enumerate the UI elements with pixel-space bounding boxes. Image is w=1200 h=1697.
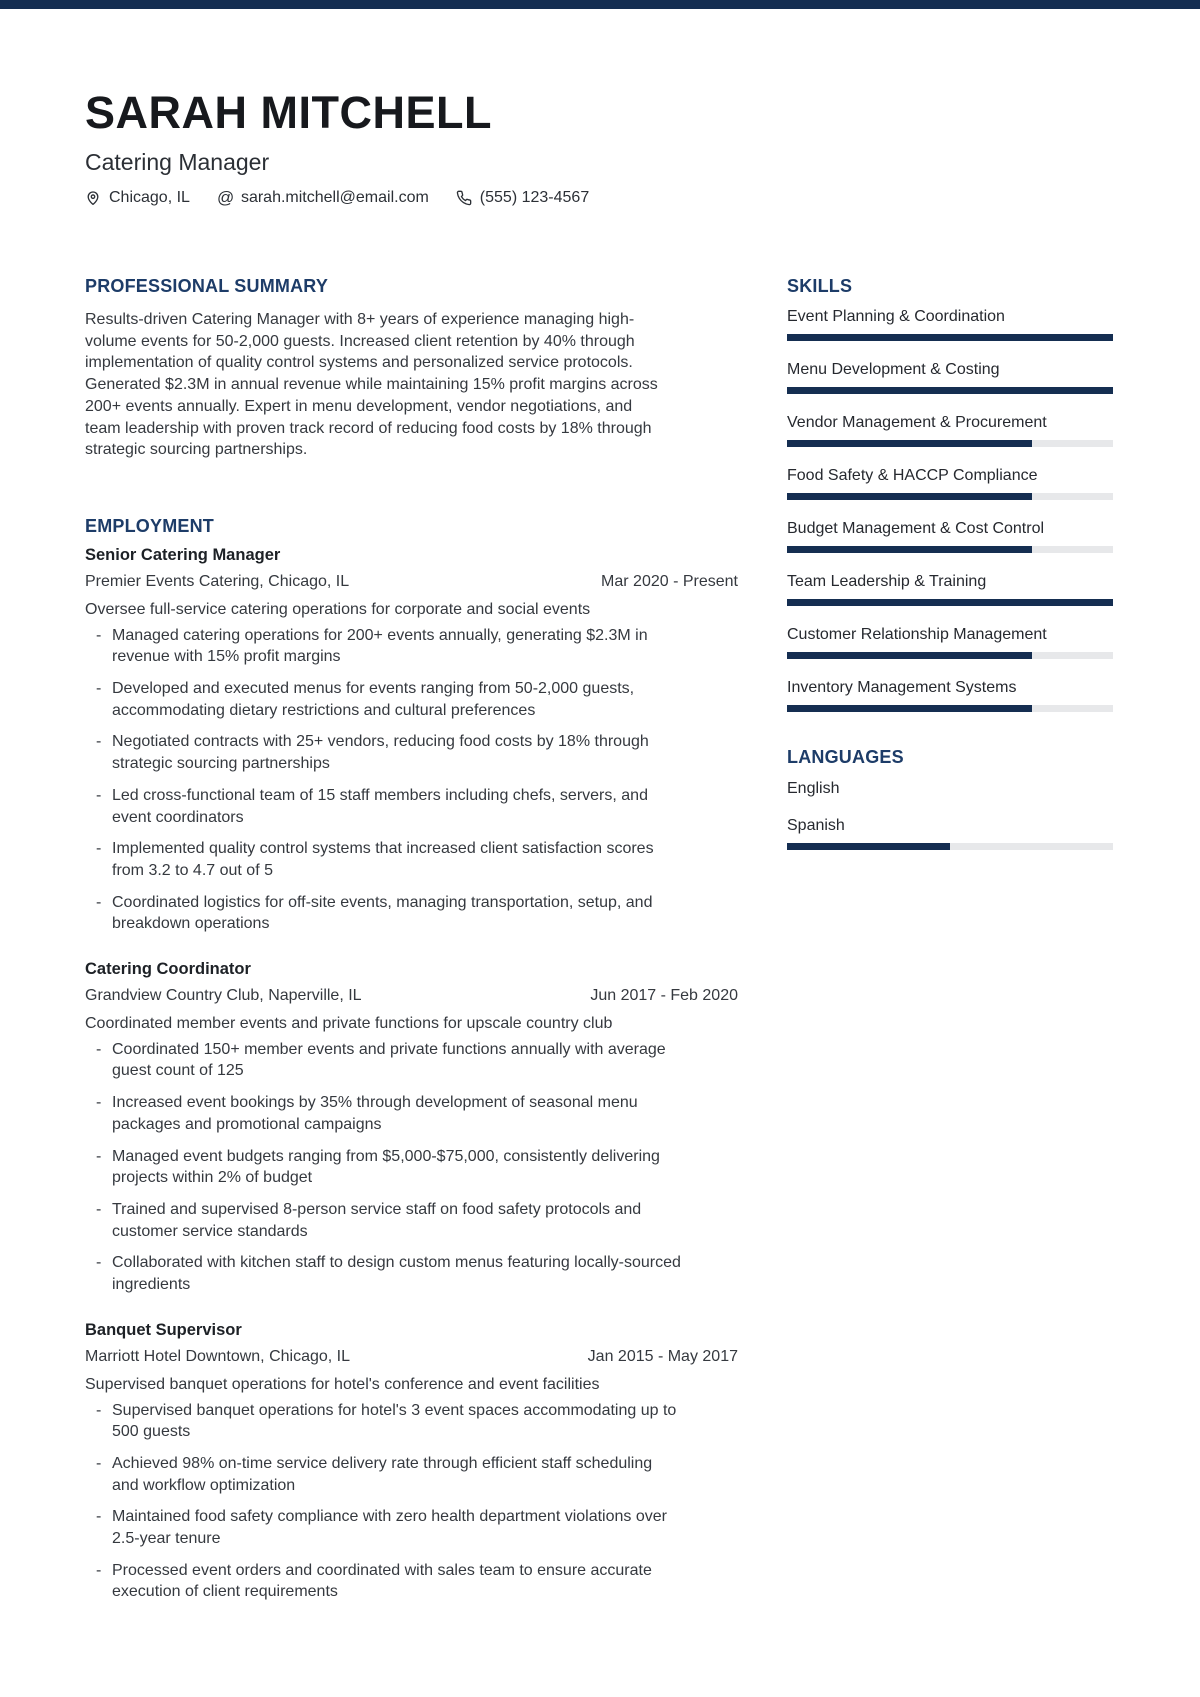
top-accent-bar — [0, 0, 1200, 9]
language-label: Spanish — [787, 817, 845, 834]
bullet-dash-icon — [96, 1453, 112, 1496]
job-description: Oversee full-service catering operations for corporate and social events — [85, 600, 591, 618]
job-entry — [85, 959, 738, 1296]
job-description: Supervised banquet operations for hotel's conference and event facilities — [85, 1375, 600, 1393]
bullet-dash-icon — [96, 1252, 112, 1295]
bullet-text: Collaborated with kitchen staff to design custom menus featuring locally-sourced ingredients — [112, 1254, 681, 1294]
skill-bar-track — [787, 387, 1113, 394]
skill-label: Event Planning & Coordination — [787, 308, 1005, 325]
skill-item — [787, 413, 1113, 447]
languages-section — [787, 746, 1113, 850]
bullet-dash-icon — [96, 838, 112, 881]
bullet-dash-icon — [96, 892, 112, 935]
summary-heading: PROFESSIONAL SUMMARY — [85, 276, 329, 296]
skills-section — [787, 275, 1113, 712]
skill-label: Food Safety & HACCP Compliance — [787, 467, 1038, 484]
contact-location-text: Chicago, IL — [109, 189, 190, 206]
bullet-dash-icon — [96, 785, 112, 828]
skill-bar-track — [787, 546, 1113, 553]
skill-bar-fill — [787, 705, 1032, 712]
skill-label: Team Leadership & Training — [787, 573, 987, 590]
skill-bar-track — [787, 493, 1113, 500]
job-company: Marriott Hotel Downtown, Chicago, IL — [85, 1347, 350, 1365]
job-bullet — [85, 785, 738, 828]
contact-row — [85, 188, 1113, 208]
job-entry — [85, 545, 738, 935]
languages-heading: LANGUAGES — [787, 747, 904, 767]
bullet-text: Developed and executed menus for events ranging from 50-2,000 guests, accommodating dietary restrictions and cultural preferences — [112, 680, 635, 719]
bullet-text: Trained and supervised 8-person service staff on food safety protocols and customer service standards — [112, 1200, 642, 1240]
job-bullet — [85, 625, 738, 668]
at-sign-icon: @ — [216, 188, 235, 207]
skill-bar-fill — [787, 440, 1032, 447]
bullet-text: Coordinated 150+ member events and private functions annually with average guest count of 125 — [112, 1040, 666, 1080]
job-dates: Mar 2020 - Present — [601, 572, 738, 590]
job-description: Coordinated member events and private functions for upscale country club — [85, 1015, 613, 1033]
skill-bar-track — [787, 652, 1113, 659]
job-company: Premier Events Catering, Chicago, IL — [85, 572, 350, 590]
bullet-text: Led cross-functional team of 15 staff members including chefs, servers, and event coordinators — [112, 786, 648, 826]
skill-item — [787, 678, 1113, 712]
skill-bar-track — [787, 440, 1113, 447]
bullet-dash-icon — [96, 1039, 112, 1082]
skill-bar-track — [787, 599, 1113, 606]
name-heading: SARAH MITCHELL — [85, 87, 492, 138]
job-bullet — [85, 1453, 738, 1496]
job-dates: Jun 2017 - Feb 2020 — [590, 987, 738, 1005]
job-entry — [85, 1320, 738, 1603]
skills-heading: SKILLS — [787, 276, 853, 296]
skill-bar-fill — [787, 546, 1032, 553]
skill-label: Customer Relationship Management — [787, 626, 1047, 643]
bullet-text: Implemented quality control systems that increased client satisfaction scores from 3.2 to 4.7 out of 5 — [112, 840, 654, 879]
job-bullet — [85, 838, 738, 881]
job-bullet — [85, 1400, 738, 1443]
contact-location — [85, 188, 190, 208]
resume-header — [85, 88, 1113, 208]
language-item — [787, 779, 1113, 798]
skill-label: Vendor Management & Procurement — [787, 414, 1047, 431]
skill-item — [787, 625, 1113, 659]
job-title: Senior Catering Manager — [85, 545, 281, 564]
bullet-dash-icon — [96, 1199, 112, 1242]
language-label: English — [787, 780, 840, 797]
bullet-dash-icon — [96, 731, 112, 774]
skill-bar-track — [787, 705, 1113, 712]
bullet-dash-icon — [96, 1560, 112, 1603]
language-item — [787, 816, 1113, 850]
bullet-text: Negotiated contracts with 25+ vendors, reducing food costs by 18% through strategic sourcing partnerships — [112, 733, 649, 773]
bullet-text: Increased event bookings by 35% through development of seasonal menu packages and promotional campaigns — [112, 1094, 638, 1133]
bullet-text: Processed event orders and coordinated with sales team to ensure accurate execution of client requirements — [112, 1561, 652, 1601]
bullet-dash-icon — [96, 1146, 112, 1189]
bullet-text: Managed event budgets ranging from $5,000-$75,000, consistently delivering projects within 2% of budget — [112, 1147, 660, 1187]
skill-bar-fill — [787, 493, 1032, 500]
bullet-text: Maintained food safety compliance with zero health department violations over 2.5-year tenure — [112, 1508, 667, 1548]
skill-bar-track — [787, 334, 1113, 341]
job-bullet — [85, 1506, 738, 1549]
skill-label: Inventory Management Systems — [787, 679, 1017, 696]
job-bullet — [85, 1252, 738, 1295]
language-bar-fill — [787, 843, 950, 850]
job-title-subheading: Catering Manager — [85, 149, 270, 175]
bullet-dash-icon — [96, 1400, 112, 1443]
job-company: Grandview Country Club, Naperville, IL — [85, 987, 362, 1005]
language-bar-track — [787, 843, 1113, 850]
skill-bar-fill — [787, 599, 1113, 606]
skill-item — [787, 307, 1113, 341]
bullet-dash-icon — [96, 1506, 112, 1549]
employment-section — [85, 515, 738, 1603]
skill-bar-fill — [787, 652, 1032, 659]
skill-item — [787, 572, 1113, 606]
bullet-dash-icon — [96, 678, 112, 721]
bullet-text: Managed catering operations for 200+ events annually, generating $2.3M in revenue with 15% profit margins — [112, 626, 648, 666]
job-title: Banquet Supervisor — [85, 1320, 242, 1339]
skill-item — [787, 466, 1113, 500]
bullet-text: Coordinated logistics for off-site events, managing transportation, setup, and breakdown operations — [112, 893, 653, 933]
job-bullet-list — [85, 625, 738, 935]
job-bullet — [85, 731, 738, 774]
contact-phone-text: (555) 123-4567 — [479, 189, 590, 206]
job-bullet — [85, 1560, 738, 1603]
skill-label: Menu Development & Costing — [787, 361, 1000, 378]
bullet-text: Supervised banquet operations for hotel's 3 event spaces accommodating up to 500 guests — [112, 1401, 677, 1441]
contact-phone — [456, 188, 589, 208]
location-pin-icon — [85, 190, 101, 206]
contact-email — [217, 188, 429, 208]
job-bullet-list — [85, 1039, 738, 1296]
job-bullet — [85, 1199, 738, 1242]
skill-bar-fill — [787, 387, 1113, 394]
job-title: Catering Coordinator — [85, 960, 251, 979]
phone-icon — [456, 190, 472, 206]
skill-item — [787, 360, 1113, 394]
summary-text: Results-driven Catering Manager with 8+ years of experience managing high-volume events for 50-2,000 guests. Increased client retention by 40% through implementation of quality control systems and personalized service protocols. Generated $2.3M in annual revenue while maintaining 15% profit margins across 200+ events annually. Expert in menu development, vendor negotiations, and team leadership with proven track record of reducing food costs by 18% through strategic sourcing partnerships. — [85, 311, 658, 459]
contact-email-text: sarah.mitchell@email.com — [240, 189, 429, 206]
job-bullet — [85, 678, 738, 721]
skill-bar-fill — [787, 334, 1113, 341]
bullet-dash-icon — [96, 1092, 112, 1135]
skill-item — [787, 519, 1113, 553]
job-bullet — [85, 1146, 738, 1189]
skill-label: Budget Management & Cost Control — [787, 520, 1045, 537]
job-dates: Jan 2015 - May 2017 — [587, 1347, 738, 1365]
bullet-text: Achieved 98% on-time service delivery rate through efficient staff scheduling and workflow optimization — [112, 1454, 653, 1494]
summary-section — [85, 275, 738, 461]
employment-heading: EMPLOYMENT — [85, 515, 215, 536]
job-bullet — [85, 1039, 738, 1082]
job-bullet — [85, 892, 738, 935]
bullet-dash-icon — [96, 625, 112, 668]
job-bullet — [85, 1092, 738, 1135]
job-bullet-list — [85, 1400, 738, 1604]
